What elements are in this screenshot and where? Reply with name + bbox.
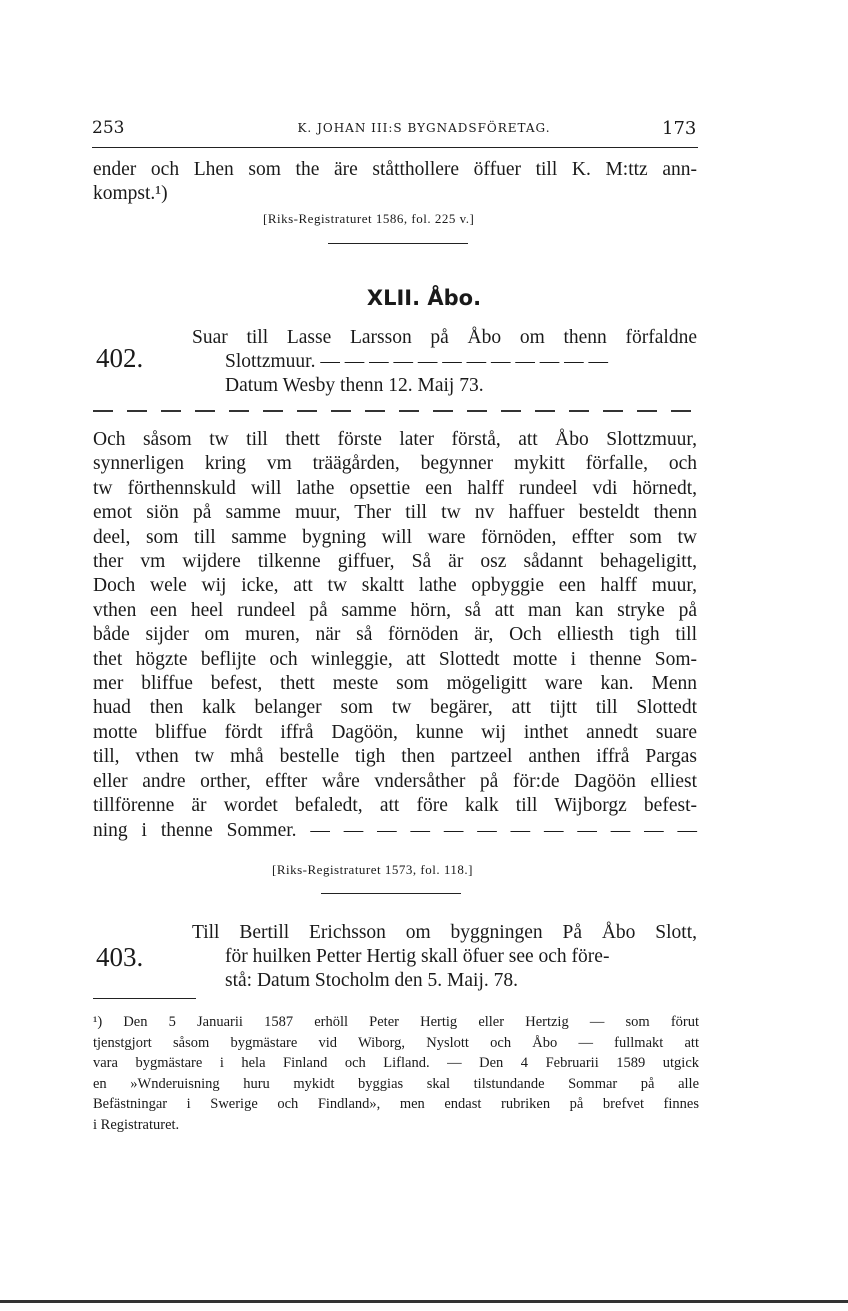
footnote-line: vara bygmästare i hela Finland och Lifland. — Den 4 Februarii 1589 utgick: [93, 1055, 699, 1072]
entry-line: Slottzmuur. — — — — — — — — — — — —: [225, 351, 608, 373]
section-heading: XLII. Åbo.: [366, 286, 482, 310]
text-line: tillförenne är wordet befaledt, att före kalk till Wijborgz befest-: [93, 795, 697, 817]
footnote-line: Befästningar i Swerige och Findland», men endast rubriken på brefvet finnes: [93, 1096, 699, 1113]
footnote-line: i Registraturet.: [93, 1116, 180, 1133]
text-line: thet högzte beflijte och winleggie, att Slottedt motte i thenne Som-: [93, 648, 697, 670]
running-head-left-number: 253: [92, 118, 125, 138]
running-head-title: K. JOHAN III:S BYGNADSFÖRETAG.: [297, 121, 551, 135]
divider-rule: [328, 243, 468, 244]
entry-number: 402.: [96, 343, 144, 373]
footnote-line: tjenstgjort såsom bygmästare vid Wiborg, Nyslott och Åbo — fullmakt att: [93, 1034, 699, 1051]
text-line: mer bliffue befest, thett meste som mögeligitt ware kan. Menn: [93, 673, 697, 695]
text-line: vthen een heel rundeel på samme hörn, så att man kan stryke på: [93, 599, 697, 621]
dash-separator: [93, 410, 697, 412]
entry-line: Datum Wesby thenn 12. Maij 73.: [225, 375, 484, 397]
text-line: tw förthennskuld will lathe opsettie een halff rundeel vdi hörnedt,: [93, 477, 697, 499]
text-line: motte bliffue fördt iffrå Dagöön, kunne wij inthet annedt suare: [93, 721, 697, 743]
entry-line: stå: Datum Stocholm den 5. Maij. 78.: [225, 970, 519, 992]
top-paragraph: [93, 158, 697, 207]
text-line: kompst.¹): [93, 183, 168, 205]
entry-line: för huilken Petter Hertig skall öfuer see och före-: [225, 946, 610, 968]
header-rule: [92, 147, 698, 148]
body-paragraph: [93, 428, 697, 843]
entry-summary: [192, 921, 697, 994]
page-number: 173: [662, 118, 697, 139]
footnote: [93, 1012, 699, 1136]
scan-edge: [0, 1300, 848, 1303]
entry-line: Till Bertill Erichsson om byggningen På Åbo Slott,: [192, 922, 697, 943]
source-reference: [Riks-Registraturet 1586, fol. 225 v.]: [263, 211, 475, 226]
text-line: synnerligen kring vm träägården, begynner mykitt förfalle, och: [93, 453, 697, 475]
text-line: ning i thenne Sommer. — — — — — — — — — — — —: [93, 819, 697, 841]
text-line: både sijder om muren, när så förnöden är, Och elliesth tigh till: [93, 624, 697, 646]
divider-rule: [321, 893, 461, 894]
footnote-line: ¹) Den 5 Januarii 1587 erhöll Peter Hertig eller Hertzig — som förut: [93, 1014, 699, 1030]
text-line: deel, som till samme bygning will ware förnöden, effter som tw: [93, 526, 697, 548]
entry-line: Suar till Lasse Larsson på Åbo om thenn förfaldne: [192, 327, 697, 348]
text-line: ender och Lhen som the äre ståtthollere öffuer till K. M:ttz ann-: [93, 159, 697, 180]
footnote-rule: [93, 998, 196, 999]
text-line: Och såsom tw till thett förste later förstå, att Åbo Slottzmuur,: [93, 429, 697, 450]
text-line: till, vthen tw mhå bestelle tigh then partzeel anthen iffrå Pargas: [93, 746, 697, 768]
text-line: huad then kalk belanger som tw begärer, att tijtt till Slottedt: [93, 697, 697, 719]
text-line: emot siön på samme muur, Ther till tw nv haffuer besteldt thenn: [93, 502, 697, 524]
text-line: Doch wele wij icke, att tw skaltt lathe opbyggie een halff muur,: [93, 575, 697, 597]
entry-number: 403.: [96, 942, 144, 972]
footnote-line: en »Wnderuisning huru mykidt byggias skal tilstundande Sommar på alle: [93, 1075, 699, 1092]
text-line: eller andre orther, effter wåre vndersåther på för:de Dagöön elliest: [93, 770, 697, 792]
text-line: ther vm wijdere tilkenne giffuer, Så är osz sådannt behageligitt,: [93, 551, 697, 573]
entry-summary: [192, 326, 697, 399]
source-reference: [Riks-Registraturet 1573, fol. 118.]: [272, 862, 473, 877]
